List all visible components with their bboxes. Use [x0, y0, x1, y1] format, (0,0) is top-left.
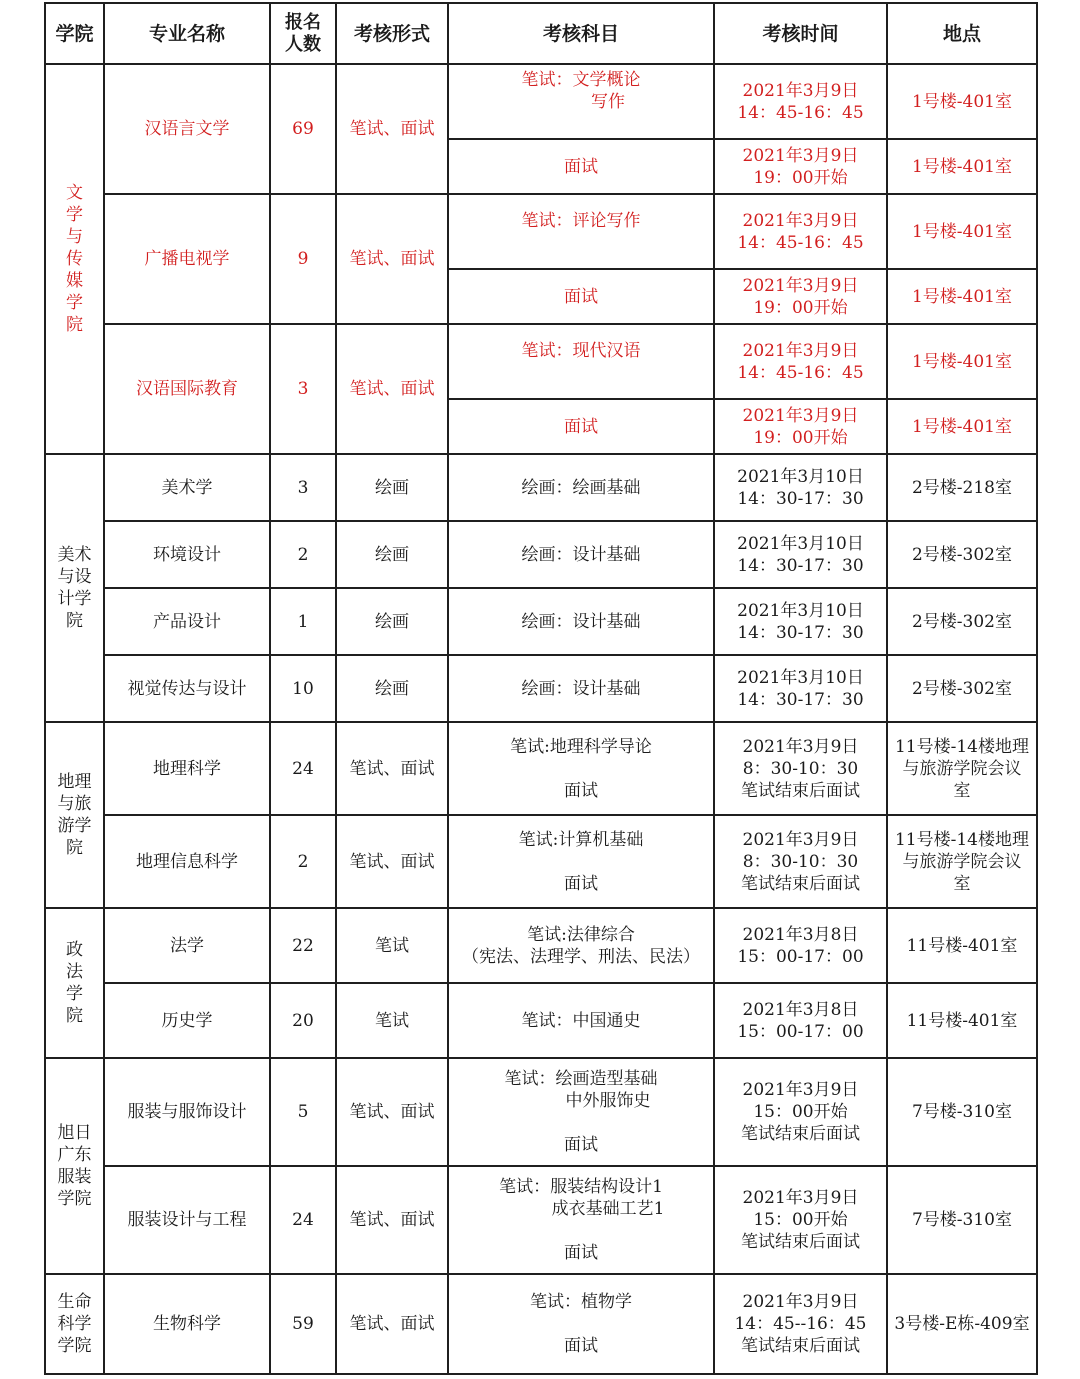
major-name: 法学: [104, 908, 270, 983]
header-time: 考核时间: [714, 3, 887, 64]
exam-form: 绘画: [336, 588, 448, 655]
exam-subject: 笔试：文学概论 写作: [448, 64, 714, 139]
table-row: [45, 588, 1037, 655]
college-name: 生命 科学 学院: [57, 1292, 92, 1356]
enroll-count: 2: [270, 521, 336, 588]
exam-place: 2号楼-302室: [887, 588, 1037, 655]
exam-form: 笔试、面试: [336, 194, 448, 324]
exam-time: 2021年3月9日 8：30-10：30 笔试结束后面试: [714, 722, 887, 815]
exam-subject: 绘画：绘画基础: [448, 454, 714, 521]
table-row: [45, 194, 1037, 269]
exam-form: 绘画: [336, 655, 448, 722]
enroll-count: 2: [270, 815, 336, 908]
exam-place: 1号楼-401室: [887, 64, 1037, 139]
major-name: 环境设计: [104, 521, 270, 588]
table-row: [45, 655, 1037, 722]
exam-time: 2021年3月9日 19：00开始: [714, 139, 887, 194]
exam-form: 笔试、面试: [336, 64, 448, 194]
college-name: 旭日 广东 服装 学院: [57, 1123, 92, 1209]
exam-subject: 笔试：现代汉语: [448, 324, 714, 399]
header-subject: 考核科目: [448, 3, 714, 64]
enroll-count: 5: [270, 1058, 336, 1166]
table-row: [45, 521, 1037, 588]
exam-form: 笔试: [336, 908, 448, 983]
table-row: [45, 1166, 1037, 1274]
major-name: 历史学: [104, 983, 270, 1058]
exam-subject: 笔试:法律综合 （宪法、法理学、刑法、民法）: [448, 908, 714, 983]
exam-time: 2021年3月9日 19：00开始: [714, 269, 887, 324]
exam-time: 2021年3月9日 14：45-16：45: [714, 194, 887, 269]
exam-subject: 笔试:地理科学导论 面试: [448, 722, 714, 815]
enroll-count: 22: [270, 908, 336, 983]
enroll-count: 20: [270, 983, 336, 1058]
enroll-count: 59: [270, 1274, 336, 1374]
major-name: 服装与服饰设计: [104, 1058, 270, 1166]
exam-place: 11号楼-14楼地理 与旅游学院会议 室: [887, 815, 1037, 908]
enroll-count: 24: [270, 1166, 336, 1274]
header-major: 专业名称: [104, 3, 270, 64]
table-row: [45, 908, 1037, 983]
major-name: 广播电视学: [104, 194, 270, 324]
exam-place: 1号楼-401室: [887, 399, 1037, 454]
college-cell: [45, 722, 104, 908]
exam-place: 7号楼-310室: [887, 1058, 1037, 1166]
exam-subject: 笔试：绘画造型基础 中外服饰史 面试: [448, 1058, 714, 1166]
exam-place: 1号楼-401室: [887, 139, 1037, 194]
exam-time: 2021年3月10日 14：30-17：30: [714, 454, 887, 521]
exam-subject: 笔试：中国通史: [448, 983, 714, 1058]
exam-form: 笔试、面试: [336, 1058, 448, 1166]
exam-form: 笔试: [336, 983, 448, 1058]
major-name: 服装设计与工程: [104, 1166, 270, 1274]
header-place: 地点: [887, 3, 1037, 64]
major-name: 美术学: [104, 454, 270, 521]
enroll-count: 10: [270, 655, 336, 722]
exam-subject: 面试: [448, 139, 714, 194]
header-college: 学院: [45, 3, 104, 64]
exam-time: 2021年3月9日 14：45-16：45: [714, 64, 887, 139]
header-row: [45, 3, 1037, 64]
exam-form: 笔试、面试: [336, 1274, 448, 1374]
exam-subject: 笔试：服装结构设计1 成衣基础工艺1 面试: [448, 1166, 714, 1274]
exam-subject: 笔试:计算机基础 面试: [448, 815, 714, 908]
major-name: 产品设计: [104, 588, 270, 655]
exam-time: 2021年3月9日 14：45--16：45 笔试结束后面试: [714, 1274, 887, 1374]
exam-subject: 笔试：评论写作: [448, 194, 714, 269]
header-count: [270, 3, 336, 64]
college-cell: [45, 1058, 104, 1274]
major-name: 地理信息科学: [104, 815, 270, 908]
exam-place: 11号楼-14楼地理 与旅游学院会议 室: [887, 722, 1037, 815]
college-cell: [45, 908, 104, 1058]
exam-place: 2号楼-302室: [887, 655, 1037, 722]
college-name: 政 法 学 院: [66, 940, 83, 1026]
enroll-count: 3: [270, 324, 336, 454]
table-row: [45, 454, 1037, 521]
exam-place: 2号楼-218室: [887, 454, 1037, 521]
table-row: [45, 815, 1037, 908]
exam-place: 2号楼-302室: [887, 521, 1037, 588]
table-row: [45, 983, 1037, 1058]
exam-subject: 笔试：植物学 面试: [448, 1274, 714, 1374]
exam-form: 笔试、面试: [336, 722, 448, 815]
exam-form: 绘画: [336, 521, 448, 588]
major-name: 汉语言文学: [104, 64, 270, 194]
header-form: 考核形式: [336, 3, 448, 64]
college-cell: [45, 1274, 104, 1374]
exam-time: 2021年3月8日 15：00-17：00: [714, 983, 887, 1058]
enroll-count: 3: [270, 454, 336, 521]
exam-form: 绘画: [336, 454, 448, 521]
exam-time: 2021年3月9日 8：30-10：30 笔试结束后面试: [714, 815, 887, 908]
exam-time: 2021年3月9日 15：00开始 笔试结束后面试: [714, 1058, 887, 1166]
table-row: [45, 1058, 1037, 1166]
table-row: [45, 1274, 1037, 1374]
exam-time: 2021年3月9日 14：45-16：45: [714, 324, 887, 399]
major-name: 视觉传达与设计: [104, 655, 270, 722]
exam-subject: 绘画：设计基础: [448, 655, 714, 722]
exam-schedule-table: [44, 2, 1038, 1375]
enroll-count: 9: [270, 194, 336, 324]
exam-time: 2021年3月10日 14：30-17：30: [714, 588, 887, 655]
college-name: 美术 与设 计学 院: [57, 545, 92, 631]
exam-time: 2021年3月8日 15：00-17：00: [714, 908, 887, 983]
major-name: 汉语国际教育: [104, 324, 270, 454]
enroll-count: 69: [270, 64, 336, 194]
exam-place: 1号楼-401室: [887, 269, 1037, 324]
exam-subject: 面试: [448, 269, 714, 324]
table-row: [45, 324, 1037, 399]
college-name: 文 学 与 传 媒 学 院: [66, 183, 83, 335]
major-name: 地理科学: [104, 722, 270, 815]
exam-place: 1号楼-401室: [887, 194, 1037, 269]
exam-place: 7号楼-310室: [887, 1166, 1037, 1274]
exam-place: 1号楼-401室: [887, 324, 1037, 399]
table-row: [45, 64, 1037, 139]
exam-time: 2021年3月10日 14：30-17：30: [714, 655, 887, 722]
exam-place: 11号楼-401室: [887, 983, 1037, 1058]
college-cell: [45, 454, 104, 722]
exam-subject: 绘画：设计基础: [448, 521, 714, 588]
exam-time: 2021年3月10日 14：30-17：30: [714, 521, 887, 588]
exam-time: 2021年3月9日 19：00开始: [714, 399, 887, 454]
enroll-count: 24: [270, 722, 336, 815]
exam-place: 11号楼-401室: [887, 908, 1037, 983]
college-name: 地理 与旅 游学 院: [57, 772, 92, 858]
exam-subject: 绘画：设计基础: [448, 588, 714, 655]
exam-time: 2021年3月9日 15：00开始 笔试结束后面试: [714, 1166, 887, 1274]
exam-form: 笔试、面试: [336, 815, 448, 908]
enroll-count: 1: [270, 588, 336, 655]
exam-form: 笔试、面试: [336, 1166, 448, 1274]
table-row: [45, 722, 1037, 815]
header-count-text: 报名人数: [285, 11, 321, 55]
exam-subject: 面试: [448, 399, 714, 454]
exam-form: 笔试、面试: [336, 324, 448, 454]
major-name: 生物科学: [104, 1274, 270, 1374]
college-cell: [45, 64, 104, 454]
exam-place: 3号楼-E栋-409室: [887, 1274, 1037, 1374]
